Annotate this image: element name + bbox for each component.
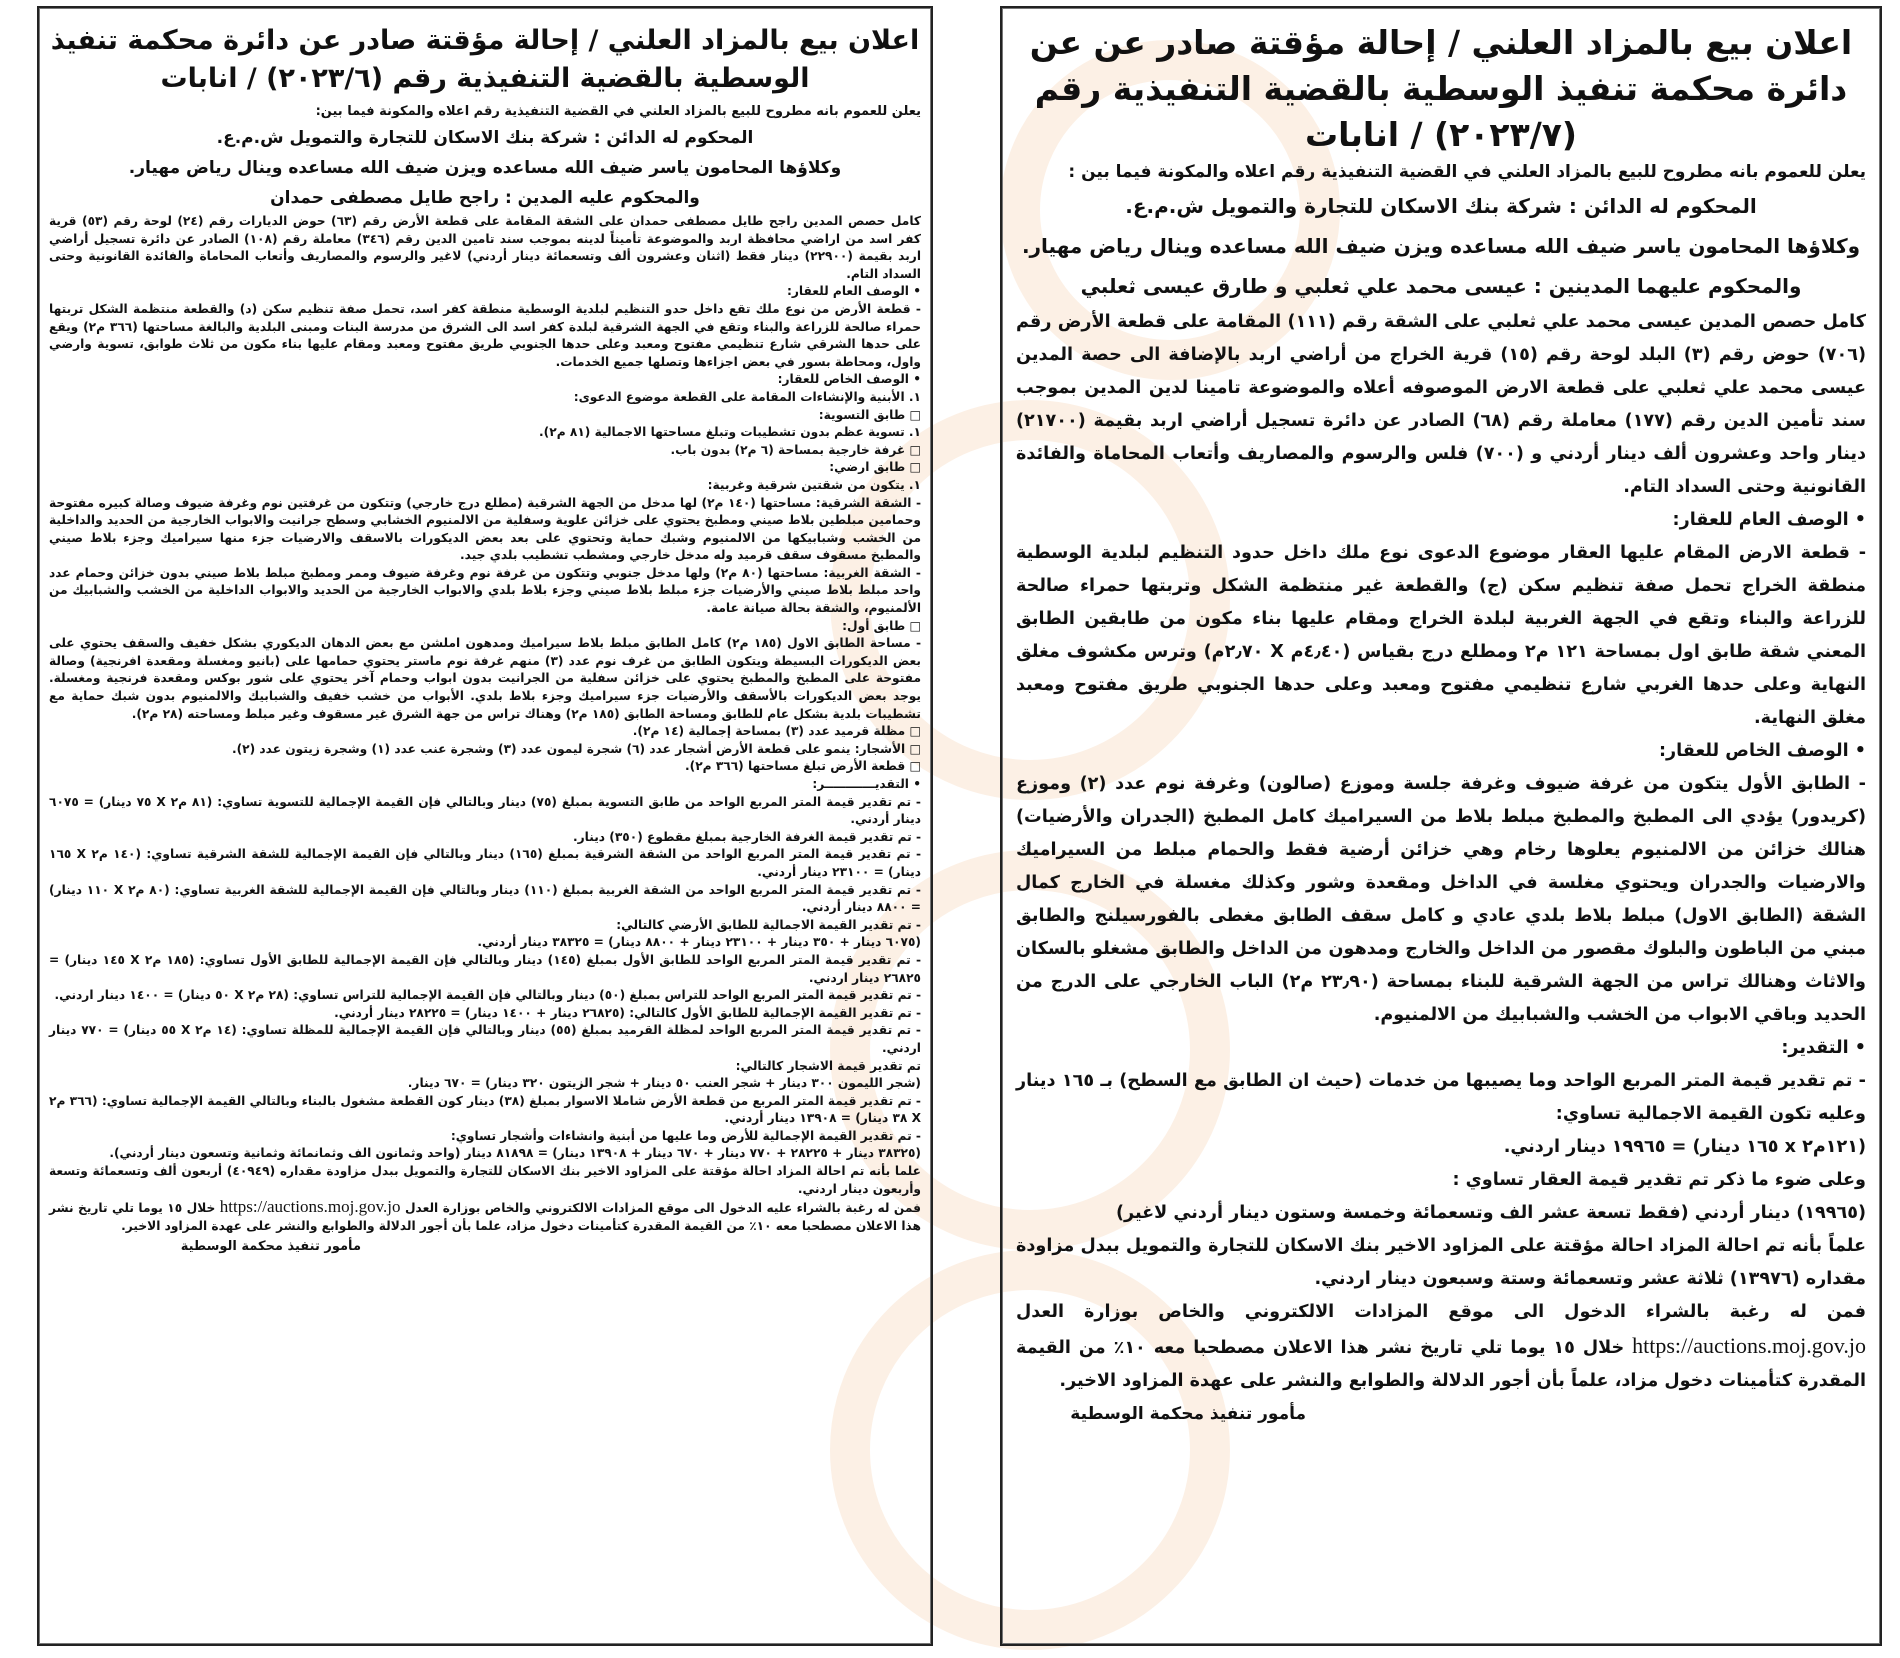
notice-paragraph: □ قطعة الأرض تبلغ مساحتها (٣٦٦ م٢). — [684, 759, 921, 774]
notice-paragraph: - مساحة الطابق الاول (١٨٥ م٢) كامل الطابق مبلط بلاط سيراميك ومدهون املشن مع بعض الدهان الديكوري بشكل خفيف والسقف يحتوي على بعض الديكورات البسيطة ويتكون الطابق من غرف نوم عدد (٣) منهم غرفة نوم ماستر يحتوي حمامها على (بانيو ومغسلة ومقعدة افرنجية) وصالة مفتوحة على المطبخ والمطبخ يحتوي على خزائن سفلية من الجرانيت بدون ابواب وحمام آخر يحتوي على شور بوكس ومقعدة فرنجية ومغسلة. يوجد بعض الديكورات بالأسقف والأرضيات جزء سيراميك وجزء بلاط بلدي. الأبواب من خشب خفيف والشبابيك والالمنيوم بدون شبك حماية مع تشطيبات بلدية بشكل عام للطابق ومساحة الطابق (١٨٥ م٢) وهناك تراس من جهة الشرق غير مسقوف وغير مبلط ومساحته (٢٨ م٢). — [49, 636, 922, 721]
notice-paragraph: □ طابق التسوية: — [818, 407, 921, 422]
notice-paragraph: • الوصف العام للعقار: — [786, 284, 921, 299]
notice-title: اعلان بيع بالمزاد العلني / إحالة مؤقتة صادر عن دائرة محكمة تنفيذ الوسطية بالقضية التنفيذية رقم (٢٠٢٣/٦) / انابات — [50, 25, 920, 94]
notice-paragraph: - الطابق الأول يتكون من غرفة ضيوف وغرفة جلسة وموزع (صالون) وغرفة نوم عدد (٢) وموزع (كريدور) يؤدي الى المطبخ والمطبخ مبلط بلاط من السيراميك كامل المطبخ (الجدران والأرضيات) هنالك خزائن من الالمنيوم يعلوها رخام وهي خزائن أرضية فقط والحمام مبلط من السيراميك والارضيات والجدران ويحتوي مغلسة في الداخل ومقعدة وشور وكذلك مغسلة في الخارج كمال الشقة (الطابق الاول) مبلط بلاط بلدي عادي و كامل سقف الطابق مغطى بالفورسيلنج والطابق مبني من الباطون والبلوك مقصور من الداخل والخارج ومدهون من الداخل والطابق مشغلو بالسكان والاثاث وهنالك تراس من الجهة الشرقية للبناء بمساحة (٢٣٫٩٠ م٢) الباب الخارجي على الدرج من الحديد وباقي الابواب من الخشب والشبابيك من الالمنيوم. — [1016, 774, 1866, 1025]
instructions-text: فمن له رغبة بالشراء عليه الدخول الى موقع المزادات الالكتروني والخاص بوزارة العدل — [404, 1201, 922, 1216]
creditor-line: المحكوم له الدائن : شركة بنك الاسكان للتجارة والتمويل ش.م.ع. — [1125, 194, 1757, 218]
notice-paragraph: (شجر الليمون ٣٠٠ دينار + شجر العنب ٥٠ دينار + شجر الزيتون ٣٢٠ دينار) = ٦٧٠ دينار. — [407, 1076, 921, 1091]
notice-paragraph: كامل حصص المدين عيسى محمد علي ثعلبي على الشقة رقم (١١١) المقامة على قطعة الأرض رقم (٧٠٦) حوض رقم (٣) البلد لوحة رقم (١٥) قرية الخراج من أراضي اربد بالإضافة الى حصة المدين عيسى محمد علي ثعلبي على قطعة الارض الموصوفه أعلاه والموضوعة تامينا لدين المدين بموجب سند تأمين الدين رقم (١٧٧) معاملة رقم (٦٨) الصادر عن دائرة تسجيل أراضي اربد بقيمة (٢١٧٠٠) دينار واحد وعشرون ألف دينار أردني و (٧٠٠) فلس والرسوم والمصاريف وأتعاب المحاماة والفائدة القانونية وحتى السداد التام. — [1016, 312, 1867, 497]
notice-paragraph: علماً بأنه تم احالة المزاد احالة مؤقتة على المزاود الاخير بنك الاسكان للتجارة والتمويل ببدل مزاودة مقداره (١٣٩٧٦) ثلاثة عشر وتسعمائة وستة وسبعون دينار اردني. — [1016, 1236, 1866, 1289]
right-auction-notice — [1000, 6, 1882, 1646]
debtors-line: والمحكوم عليهما المدينين : عيسى محمد علي ثعلبي و طارق عيسى ثعلبي — [1080, 274, 1802, 298]
notice-paragraph: - تم تقدير قيمة المتر المربع الواحد وما يصيبها من خدمات (حيث ان الطابق مع السطح) بـ ١٦٥ دينار وعليه تكون القيمة الاجمالية تساوي: — [1016, 1071, 1866, 1124]
notice-paragraph: علما بأنه تم احالة المزاد احالة مؤقتة على المزاود الاخير بنك الاسكان للتجارة والتمويل ببدل مزاودة مقداره (٤٠٩٤٩) أربعون ألف وتسعمائة وتسعة وأربعون دينار اردني. — [49, 1164, 921, 1196]
notice-intro: يعلن للعموم بانه مطروح للبيع بالمزاد العلني في القضية التنفيذية رقم اعلاه والمكونة فيما بين : — [1068, 162, 1866, 182]
notice-paragraph: □ طابق ارضي: — [829, 460, 921, 475]
notice-paragraph: - تم تقدير قيمة الغرفة الخارجية بمبلغ مقطوع (٣٥٠) دينار. — [573, 829, 921, 844]
notice-paragraph: - تم تقدير قيمة المتر المربع من قطعة الأرض شاملا الاسوار بمبلغ (٣٨) دينار كون القطعة مشغول بالبناء وبالتالي القيمة الإجمالية تساوي: (٣٦٦ م٢ X ٣٨ دينار) = ١٣٩٠٨ دينار أردني. — [49, 1093, 921, 1126]
notice-paragraph: □ طابق أول: — [842, 618, 921, 633]
notice-paragraph: وعلى ضوء ما ذكر تم تقدير قيمة العقار تساوي : — [1452, 1170, 1866, 1190]
signature: مأمور تنفيذ محكمة الوسطية — [180, 1239, 361, 1255]
notice-paragraph: ١. يتكون من شقتين شرقية وغربية: — [707, 477, 921, 492]
notice-paragraph: - قطعة الارض المقام عليها العقار موضوع الدعوى نوع ملك داخل حدود التنظيم لبلدية الوسطية منطقة الخراج تحمل صفة تنظيم سكن (ج) والقطعة غير منتظمة الشكل وتربتها حمراء صالحة للزراعة والبناء وتقع في الجهة الغربية لبلدة الخراج ومقام عليها بناء مكون من طابقين الطابق المعني شقة طابق اول بمساحة ١٢١ م٢ ومطلع درج بقياس (٤٫٤٠م X ٢٫٧٠م) وترس مكشوف مغلق النهاية وعلى حدها الغربي شارع تنظيمي مفتوح ومعبد وعلى حدها الجنوبي طريق مفتوح ومعبد مغلق النهاية. — [1016, 543, 1866, 728]
notice-title: اعلان بيع بالمزاد العلني / إحالة مؤقتة صادر عن عن دائرة محكمة تنفيذ الوسطية بالقضية التنفيذية رقم (٢٠٢٣/٧) / انابات — [1029, 23, 1853, 154]
instructions-text-cont: خلال ١٥ يوما تلي تاريخ نشر هذا الاعلان مصطحبا معه ١٠٪ من القيمة المقدرة كتأمينات دخول مزاد، علما بأن أجور الدلالة والطوابع والنشر على عهدة المزاود الاخير. — [49, 1201, 921, 1233]
notice-paragraph: - تم تقدير القيمة الإجمالية للأرض وما عليها من أبنية وانشاءات وأشجار تساوي: — [450, 1128, 921, 1143]
notice-paragraph: - الشقة الغربية: مساحتها (٨٠ م٢) ولها مدخل جنوبي وتتكون من غرفة نوم وغرفة ضيوف وممر ومطبخ مبلط بلاط صيني بدون خزائن وحمام عدد واحد مبلط بلاط صيني والأرضيات جزء مبلط بلاط صيني وجزء بلاط بلدي والابواب الخارجية من الحديد والابواب الداخلية من الخشب والشبابيك من الألمنيوم، والشقة بحالة صيانة عامة. — [49, 565, 921, 616]
notice-paragraph: - تم تقدير قيمة المتر المربع الواحد من طابق التسوية بمبلغ (٧٥) دينار وبالتالي فإن القيمة الإجمالية للتسوية تساوي: (٨١ م٢ X ٧٥ دينار) = ٦٠٧٥ دينار أردني. — [49, 794, 921, 827]
notice-paragraph: ١. الأبنية والإنشاءات المقامة على القطعة موضوع الدعوى: — [573, 389, 921, 404]
notice-paragraph: كامل حصص المدين راجح طايل مصطفى حمدان على الشقة المقامة على قطعة الأرض رقم (٦٣) حوض الديارات رقم (٢٤) لوحة رقم (٥٣) قرية كفر اسد من اراضي محافظة اربد والموضوعة تأميناً لدينه بموجب سند تامين الدين رقم (٣٤٦) معاملة رقم (١٠٨) الصادر عن دائرة تسجيل أراضي اربد بقيمة (٢٢٩٠٠) دينار فقط (اثنان وعشرون ألف وتسعمائة دينار أردني) لاغير والرسوم والمصاريف وأتعاب المحاماة والفائدة القانونية وحتى السداد التام. — [49, 214, 921, 281]
notice-paragraph: (٣٨٣٢٥ دينار + ٢٨٢٢٥ + ٧٧٠ دينار + ٦٧٠ دينار + ١٣٩٠٨ دينار) = ٨١٨٩٨ دينار (واحد وثمانون الف وثمانمائة وثمانية وتسعون دينار أردني). — [109, 1146, 921, 1161]
instructions-text-cont: خلال ١٥ يوما تلي تاريخ نشر هذا الاعلان مصطحبا معه ١٠٪ من القيمة المقدرة كتأمينات دخول مزاد، علماً بأن أجور الدلالة والطوابع والنشر على عهدة المزاود الاخير. — [1016, 1338, 1866, 1391]
notice-intro: يعلن للعموم بانه مطروح للبيع بالمزاد العلني في القضية التنفيذية رقم اعلاه والمكونة فيما بين: — [315, 104, 921, 119]
lawyers-line: وكلاؤها المحامون ياسر ضيف الله مساعده ويزن ضيف الله مساعده وينال رياض مهيار. — [128, 158, 842, 178]
notice-paragraph: - تم تقدير قيمة المتر المربع الواحد من الشقة الغربية بمبلغ (١١٠) دينار وبالتالي فإن القيمة الإجمالية للشقة الغربية تساوي: (٨٠ م٢ X ١١٠ دينار) = ٨٨٠٠ دينار أردني. — [49, 882, 921, 915]
signature: مأمور تنفيذ محكمة الوسطية — [1070, 1404, 1306, 1424]
notice-paragraph: - تم تقدير قيمة المتر المربع الواحد للتراس بمبلغ (٥٠) دينار وبالتالي فإن القيمة الإجمالية للتراس تساوي: (٢٨ م٢ X ٥٠ دينار) = ١٤٠٠ دينار اردني. — [54, 988, 921, 1003]
notice-paragraph: ١. تسوية عظم بدون تشطيبات وتبلغ مساحتها الاجمالية (٨١ م٢). — [539, 425, 921, 440]
notice-paragraph: □ غرفة خارجية بمساحة (٦ م٢) بدون باب. — [670, 442, 921, 457]
notice-paragraph: - تم تقدير قيمة المتر المربع الواحد لمظلة القرميد بمبلغ (٥٥) دينار وبالتالي فإن القيمة الإجمالية للمظلة تساوي: (١٤ م٢ X ٥٥ دينار) = ٧٧٠ دينار اردني. — [49, 1023, 921, 1055]
auction-url-link[interactable]: https://auctions.moj.gov.jo — [1632, 1333, 1866, 1358]
notice-paragraph: (٦٠٧٥ دينار + ٣٥٠ دينار + ٢٣١٠٠ دينار + ٨٨٠٠ دينار) = ٣٨٣٢٥ دينار أردني. — [477, 935, 921, 950]
creditor-line: المحكوم له الدائن : شركة بنك الاسكان للتجارة والتمويل ش.م.ع. — [216, 128, 754, 148]
notice-body — [1016, 306, 1866, 1296]
notice-paragraph: - تم تقدير قيمة المتر المربع الواحد من الشقة الشرقية بمبلغ (١٦٥) دينار وبالتالي فإن القيمة الإجمالية للشقة الشرقية تساوي: (١٤٠ م٢ X ١٦٥ دينار) = ٢٣١٠٠ دينار أردني. — [49, 847, 922, 879]
notice-paragraph: - تم تقدير قيمة المتر المربع الواحد للطابق الأول بمبلغ (١٤٥) دينار وبالتالي فإن القيمة الإجمالية للطابق الأول تساوي: (١٨٥ م٢ X ١٤٥ دينار) = ٢٦٨٢٥ دينار اردني. — [49, 952, 922, 985]
notice-paragraph: - الشقة الشرقية: مساحتها (١٤٠ م٢) لها مدخل من الجهة الشرقية (مطلع درج خارجي) وتتكون من غرفتين نوم وغرفة ضيوف وصالة كبيره مفتوحة وحمامين مبلطين بلاط صيني ومطبخ يحتوي على خزائن علوية وسفلية من الالمنيوم الخشابي وسطح جرانيت والابواب الخارجية من الحديد والداخلية من الخشب وشبابيكها من الالمنيوم وشبك حماية وتحتوي على بعد بعض الديكورات بالاسقف والارضيات جزء منها سيراميك وجزء بلاط صيني والمطبخ مسقوف سقف قرميد وله مدخل خارجي ومشطب تشطيب بلدي جيد. — [49, 495, 922, 563]
left-auction-notice — [37, 6, 933, 1646]
notice-paragraph: • الوصف الخاص للعقار: — [777, 372, 921, 387]
lawyers-line: وكلاؤها المحامون ياسر ضيف الله مساعده ويزن ضيف الله مساعده وينال رياض مهيار. — [1021, 234, 1861, 258]
instructions-text: فمن له رغبة بالشراء الدخول الى موقع المزادات الالكتروني والخاص بوزارة العدل — [1016, 1302, 1866, 1322]
auction-url-link[interactable]: https://auctions.moj.gov.jo — [219, 1197, 401, 1217]
purchase-instructions — [49, 1198, 921, 1235]
notice-paragraph: • الوصف العام للعقار: — [1672, 510, 1866, 530]
debtors-line: والمحكوم عليه المدين : راجح طايل مصطفى حمدان — [270, 188, 700, 208]
notice-paragraph: • التقدير: — [1781, 1038, 1866, 1058]
notice-paragraph: (١٩٩٦٥) دينار أردني (فقط تسعة عشر الف وتسعمائة وخمسة وستون دينار أردني لاغير) — [1115, 1203, 1866, 1223]
notice-paragraph: □ مظلة قرميد عدد (٣) بمساحة إجمالية (١٤ م٢). — [632, 724, 921, 739]
notice-paragraph: - تم تقدير القيمة الإجمالية للطابق الأول كالتالي: (٢٦٨٢٥ دينار + ١٤٠٠ دينار) = ٢٨٢٢٥ دينار أردني. — [334, 1005, 921, 1020]
notice-paragraph: □ الأشجار: ينمو على قطعة الأرض أشجار عدد (٦) شجرة ليمون عدد (٣) وشجرة عنب عدد (١) وشجرة زيتون عدد (٢). — [231, 741, 921, 756]
notice-paragraph: • الوصف الخاص للعقار: — [1659, 741, 1866, 761]
notice-paragraph: - قطعة الأرض من نوع ملك تقع داخل حدو التنظيم لبلدية الوسطية منطقة كفر اسد، تحمل صفة تنظيم سكن (د) والقطعة منتظمة الشكل تربتها حمراء صالحة للزراعة والبناء وتقع في الجهة الشرقية لبلدة كفر اسد الى الشرق من مدرسة البنات ومبنى البلدية والبالغة مساحتها (٣٦٦ م٢) ويقع على حدها الشرقي شارع تنظيمي مفتوح ومعبد وعلى حدها الجنوبي طريق مفتوح ومعبد ومقام عليها بناء مكون من ثلاث طوابق، تسوية وارضي واول، ومحاطة بسور في بعض اجزاءها وتصلها جميع الخدمات. — [49, 301, 922, 369]
notice-paragraph: تم تقدير قيمة الاشجار كالتالي: — [735, 1058, 921, 1073]
notice-paragraph: • التقديــــــــــــر: — [812, 777, 921, 791]
notice-body — [49, 213, 921, 1198]
notice-paragraph: (١٢١م٢ x ١٦٥ دينار) = ١٩٩٦٥ دينار اردني. — [1503, 1137, 1866, 1157]
purchase-instructions — [1016, 1296, 1866, 1398]
notice-paragraph: - تم تقدير القيمة الاجمالية للطابق الأرضي كالتالي: — [616, 917, 921, 932]
